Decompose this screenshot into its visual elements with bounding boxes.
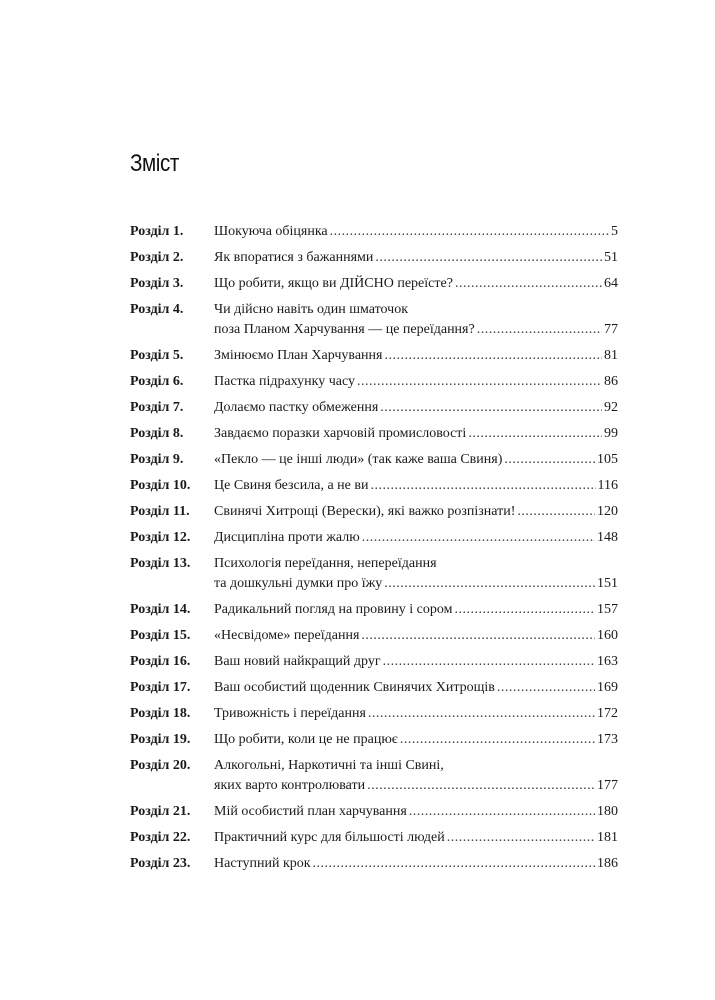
page-number: 64 [604, 276, 618, 291]
chapter-number: Розділ 3. [130, 276, 184, 291]
table-of-contents [130, 222, 618, 880]
page-number: 160 [597, 628, 618, 643]
dot-leader [361, 626, 595, 646]
chapter-number: Розділ 6. [130, 374, 184, 389]
chapter-title: Шокуюча обіцянка [214, 224, 328, 239]
page-number: 116 [597, 478, 618, 493]
chapter-title: Змінюємо План Харчування [214, 348, 383, 363]
chapter-title-row [214, 222, 618, 242]
toc-entry [130, 600, 618, 620]
chapter-title-row [214, 730, 618, 750]
dot-leader [313, 854, 595, 874]
chapter-title-row [214, 424, 618, 444]
chapter-title-row [214, 828, 618, 848]
toc-entry [130, 274, 618, 294]
toc-entry [130, 300, 618, 340]
chapter-title: Ваш особистий щоденник Свинячих Хитрощів [214, 680, 495, 695]
toc-entry [130, 554, 618, 594]
toc-entry [130, 756, 618, 796]
chapter-number: Розділ 8. [130, 426, 184, 441]
chapter-number: Розділ 9. [130, 452, 184, 467]
chapter-entry-body [214, 828, 618, 848]
chapter-title: поза Планом Харчування — це переїдання? [214, 322, 475, 337]
chapter-title-row [214, 248, 618, 268]
page-number: 86 [604, 374, 618, 389]
dot-leader [400, 730, 595, 750]
chapter-title: Дисципліна проти жалю [214, 530, 360, 545]
chapter-entry-body [214, 730, 618, 750]
chapter-title-row [214, 600, 618, 620]
toc-entry [130, 802, 618, 822]
toc-entry [130, 678, 618, 698]
page-number: 120 [597, 504, 618, 519]
dot-leader [504, 450, 595, 470]
chapter-title-row [214, 476, 618, 496]
toc-entry [130, 626, 618, 646]
chapter-title: Як впоратися з бажаннями [214, 250, 374, 265]
chapter-number: Розділ 13. [130, 556, 191, 571]
dot-leader [375, 248, 602, 268]
dot-leader [370, 476, 595, 496]
toc-entry [130, 828, 618, 848]
page-title: Зміст [130, 150, 179, 177]
chapter-entry-body [214, 274, 618, 294]
chapter-title-row [214, 450, 618, 470]
chapter-entry-body [214, 502, 618, 522]
chapter-number: Розділ 21. [130, 804, 191, 819]
dot-leader [517, 502, 595, 522]
chapter-title: Свинячі Хитрощі (Верески), які важко розпізнати! [214, 504, 516, 519]
chapter-entry-body [214, 756, 618, 796]
dot-leader [357, 372, 602, 392]
chapter-entry-body [214, 626, 618, 646]
chapter-number: Розділ 15. [130, 628, 191, 643]
page-number: 186 [597, 856, 618, 871]
chapter-title: «Пекло — це інші люди» (так каже ваша Свиня) [214, 452, 503, 467]
chapter-title-row [214, 802, 618, 822]
chapter-title-row [214, 574, 618, 594]
chapter-number: Розділ 20. [130, 758, 191, 773]
chapter-title: Практичний курс для більшості людей [214, 830, 445, 845]
page-number: 148 [597, 530, 618, 545]
dot-leader [383, 652, 595, 672]
dot-leader [454, 600, 595, 620]
chapter-title: Наступний крок [214, 856, 311, 871]
chapter-entry-body [214, 678, 618, 698]
dot-leader [409, 802, 595, 822]
chapter-title-row [214, 854, 618, 874]
dot-leader [468, 424, 602, 444]
chapter-title: Тривожність і переїдання [214, 706, 366, 721]
chapter-title: Що робити, якщо ви ДІЙСНО переїсте? [214, 276, 453, 291]
dot-leader [362, 528, 595, 548]
dot-leader [384, 574, 595, 594]
chapter-title: Пастка підрахунку часу [214, 374, 356, 389]
chapter-title-line: Чи дійсно навіть один шматочок [214, 302, 409, 317]
chapter-entry-body [214, 476, 618, 496]
page-number: 92 [604, 400, 618, 415]
chapter-entry-body [214, 802, 618, 822]
chapter-number: Розділ 19. [130, 732, 191, 747]
chapter-title: Ваш новий найкращий друг [214, 654, 381, 669]
chapter-entry-body [214, 704, 618, 724]
page-number: 151 [597, 576, 618, 591]
chapter-title: Мій особистий план харчування [214, 804, 407, 819]
chapter-title: Що робити, коли це не працює [214, 732, 398, 747]
chapter-title: Долаємо пастку обмеження [214, 400, 379, 415]
chapter-title: та дошкульні думки про їжу [214, 576, 383, 591]
chapter-number: Розділ 16. [130, 654, 191, 669]
page-number: 5 [611, 224, 618, 239]
chapter-number: Розділ 12. [130, 530, 191, 545]
chapter-number: Розділ 11. [130, 504, 190, 519]
chapter-entry-body [214, 248, 618, 268]
dot-leader [384, 346, 602, 366]
chapter-number: Розділ 4. [130, 302, 184, 317]
dot-leader [497, 678, 595, 698]
chapter-number: Розділ 1. [130, 224, 184, 239]
page-number: 181 [597, 830, 618, 845]
page-number: 169 [597, 680, 618, 695]
page-number: 172 [597, 706, 618, 721]
toc-entry [130, 730, 618, 750]
toc-entry [130, 248, 618, 268]
chapter-title: Завдаємо поразки харчовій промисловості [214, 426, 467, 441]
dot-leader [368, 704, 595, 724]
chapter-number: Розділ 18. [130, 706, 191, 721]
dot-leader [455, 274, 602, 294]
chapter-title-row [214, 398, 618, 418]
chapter-number: Розділ 10. [130, 478, 191, 493]
toc-entry [130, 476, 618, 496]
chapter-entry-body [214, 554, 618, 594]
page-number: 163 [597, 654, 618, 669]
chapter-title: Радикальний погляд на провину і сором [214, 602, 453, 617]
dot-leader [367, 776, 595, 796]
toc-entry [130, 502, 618, 522]
chapter-number: Розділ 23. [130, 856, 191, 871]
page-number: 173 [597, 732, 618, 747]
toc-entry [130, 704, 618, 724]
chapter-entry-body [214, 652, 618, 672]
chapter-number: Розділ 22. [130, 830, 191, 845]
dot-leader [477, 320, 602, 340]
toc-entry [130, 372, 618, 392]
chapter-entry-body [214, 222, 618, 242]
toc-entry [130, 450, 618, 470]
page-number: 177 [597, 778, 618, 793]
chapter-entry-body [214, 372, 618, 392]
toc-entry [130, 528, 618, 548]
chapter-title-row [214, 678, 618, 698]
page-number: 51 [604, 250, 618, 265]
chapter-title-row [214, 320, 618, 340]
chapter-entry-body [214, 300, 618, 340]
page-number: 105 [597, 452, 618, 467]
page-number: 77 [604, 322, 618, 337]
dot-leader [330, 222, 609, 242]
chapter-number: Розділ 7. [130, 400, 184, 415]
page-number: 157 [597, 602, 618, 617]
chapter-title-row [214, 274, 618, 294]
chapter-title-row [214, 626, 618, 646]
chapter-title-line: Психологія переїдання, непереїдання [214, 556, 437, 571]
toc-entry [130, 424, 618, 444]
toc-entry [130, 652, 618, 672]
dot-leader [380, 398, 602, 418]
chapter-entry-body [214, 600, 618, 620]
dot-leader [447, 828, 595, 848]
chapter-entry-body [214, 854, 618, 874]
toc-entry [130, 222, 618, 242]
chapter-title-row [214, 372, 618, 392]
chapter-title-row [214, 652, 618, 672]
toc-entry [130, 398, 618, 418]
chapter-title: «Несвідоме» переїдання [214, 628, 360, 643]
chapter-title-row [214, 704, 618, 724]
chapter-entry-body [214, 528, 618, 548]
chapter-title-row [214, 776, 618, 796]
chapter-title-row [214, 346, 618, 366]
page-number: 180 [597, 804, 618, 819]
chapter-number: Розділ 14. [130, 602, 191, 617]
chapter-entry-body [214, 424, 618, 444]
chapter-number: Розділ 17. [130, 680, 191, 695]
chapter-number: Розділ 5. [130, 348, 184, 363]
page-number: 81 [604, 348, 618, 363]
chapter-title: яких варто контролювати [214, 778, 366, 793]
chapter-entry-body [214, 346, 618, 366]
chapter-title: Це Свиня безсила, а не ви [214, 478, 369, 493]
chapter-title-line: Алкогольні, Наркотичні та інші Свині, [214, 758, 444, 773]
chapter-title-row [214, 528, 618, 548]
toc-entry [130, 854, 618, 874]
toc-entry [130, 346, 618, 366]
page-number: 99 [604, 426, 618, 441]
chapter-entry-body [214, 398, 618, 418]
chapter-number: Розділ 2. [130, 250, 184, 265]
chapter-title-row [214, 502, 618, 522]
chapter-entry-body [214, 450, 618, 470]
